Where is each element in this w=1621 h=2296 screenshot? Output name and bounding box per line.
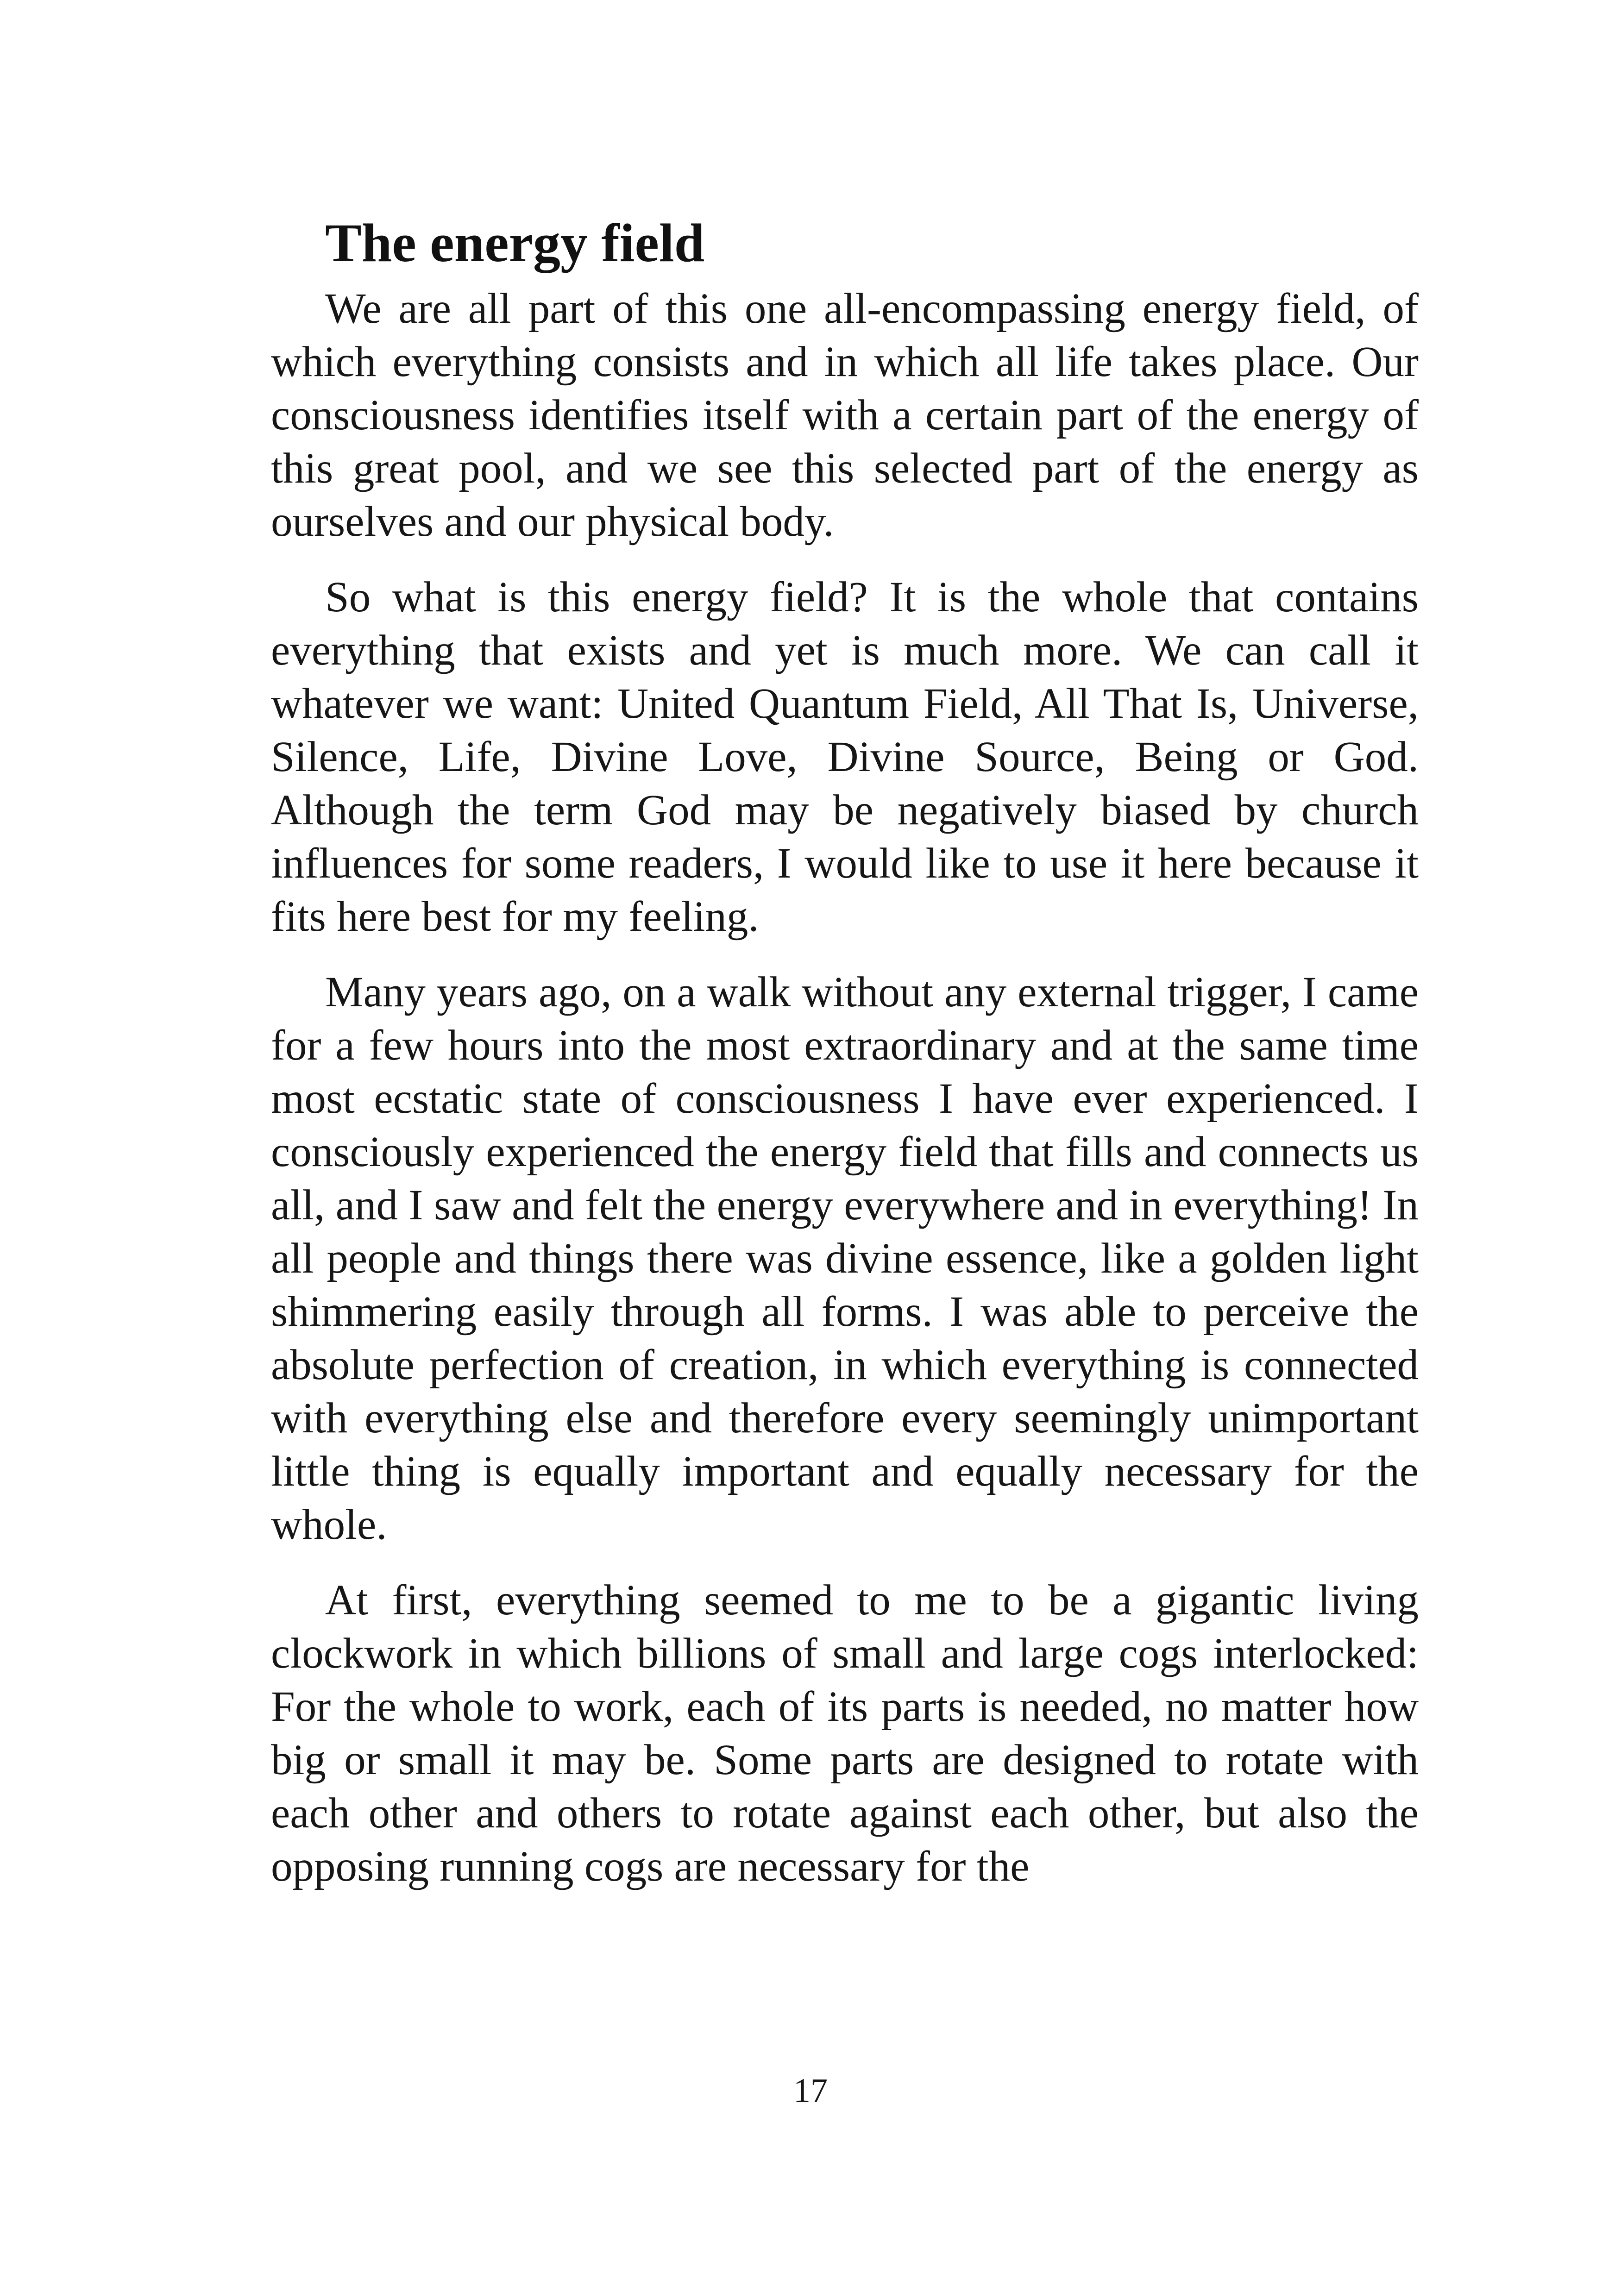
section-heading: The energy field (325, 213, 705, 273)
page-body (271, 211, 1419, 1915)
paragraph-2: So what is this energy field? It is the whole that contains everything that exists and yet is much more. We can call it whatever we want: United Quantum Field, All That Is, Universe, Silence, Life, Divine Love, Divine Source, Being or God. Although the term God may be negatively biased by church influences for some readers, I would like to use it here because it fits here best for my feeling. (271, 573, 1419, 941)
paragraph-1: We are all part of this one all-encompassing energy field, of which everything consists and in which all life takes place. Our consciousness identifies itself with a certain part of the energy of this great pool, and we see this selected part of the energy as ourselves and our physical body. (271, 285, 1419, 546)
paragraph-3: Many years ago, on a walk without any external trigger, I came for a few hours into the most extraordinary and at the same time most ecstatic state of consciousness I have ever experienced. I consciously experienced the energy field that fills and connects us all, and I saw and felt the energy everywhere and in everything! In all people and things there was divine essence, like a golden light shimmering easily through all forms. I was able to perceive the absolute perfection of creation, in which everything is connected with everything else and therefore every seemingly unimportant little thing is equally important and equally necessary for the whole. (271, 968, 1419, 1549)
page-number: 17 (793, 2072, 828, 2110)
paragraph-4: At first, everything seemed to me to be a gigantic living clockwork in which billions of small and large cogs interlocked: For the whole to work, each of its parts is needed, no matter how big or small it may be. Some parts are designed to rotate with each other and others to rotate against each other, but also the opposing running cogs are necessary for the (271, 1576, 1419, 1890)
